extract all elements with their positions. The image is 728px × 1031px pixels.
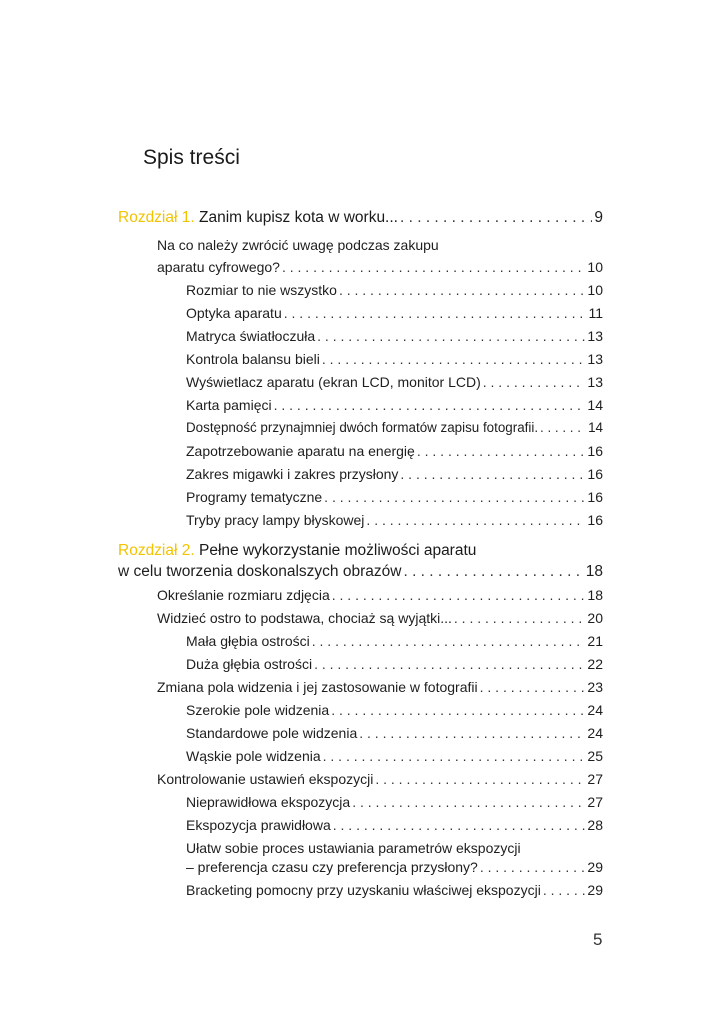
toc-entry-text: Nieprawidłowa ekspozycja — [186, 794, 351, 810]
toc-entry-text: aparatu cyfrowego? — [157, 259, 280, 275]
page-ref: 29 — [587, 882, 603, 898]
toc-entry — [186, 282, 603, 298]
page-ref: 16 — [587, 512, 603, 528]
toc-entry-text: Bracketing pomocny przy uzyskaniu właściwej ekspozycji — [186, 882, 541, 898]
toc-entry — [186, 397, 603, 413]
leader-dots — [454, 610, 586, 626]
chapter-1-entry — [118, 209, 603, 227]
toc-entry-text: Wyświetlacz aparatu (ekran LCD, monitor LCD) — [186, 374, 481, 390]
toc-entry-text: Ułatw sobie proces ustawiania parametrów ekspozycji — [186, 840, 521, 856]
leader-dots — [480, 679, 586, 695]
page-ref: 29 — [587, 859, 603, 875]
toc-entry-text: Tryby pracy lampy błyskowej — [186, 512, 365, 528]
page-ref: 23 — [587, 679, 603, 695]
leader-dots — [339, 282, 585, 298]
toc-entry — [186, 328, 603, 344]
leader-dots — [333, 817, 586, 833]
toc-entry-text: Kontrola balansu bieli — [186, 351, 320, 367]
page-ref: 18 — [585, 563, 603, 580]
chapter-2-entry — [118, 563, 603, 581]
toc-entry — [186, 748, 603, 764]
page-ref: 18 — [587, 587, 603, 603]
page-ref: 16 — [587, 466, 603, 482]
leader-dots — [274, 397, 586, 413]
toc-entry-text: Kontrolowanie ustawień ekspozycji — [157, 771, 374, 787]
toc-entry-text: Zmiana pola widzenia i jej zastosowanie w fotografii — [157, 679, 478, 695]
leader-dots — [483, 374, 586, 390]
leader-dots — [324, 489, 585, 505]
toc-entry-text: Karta pamięci — [186, 397, 272, 413]
leader-dots — [480, 859, 586, 875]
page-title: Spis treści — [143, 146, 240, 169]
toc-entry — [186, 443, 603, 459]
toc-entry-text: Widzieć ostro to podstawa, chociaż są wyjątki... — [157, 610, 452, 626]
leader-dots — [400, 209, 592, 227]
toc-entry-text: Zakres migawki i zakres przysłony — [186, 466, 399, 482]
page-ref: 20 — [587, 610, 603, 626]
toc-entry — [186, 859, 603, 875]
leader-dots — [323, 748, 586, 764]
toc-entry-text: Zapotrzebowanie aparatu na energię — [186, 443, 415, 459]
chapter-2-heading — [118, 542, 476, 560]
toc-entry — [186, 817, 603, 833]
page-ref: 13 — [587, 351, 603, 367]
leader-dots — [332, 587, 586, 603]
leader-dots — [543, 882, 586, 898]
toc-entry-text: Duża głębia ostrości — [186, 656, 313, 672]
page-ref: 22 — [587, 656, 603, 672]
toc-entry-text: Szerokie pole widzenia — [186, 702, 330, 718]
leader-dots — [540, 420, 586, 435]
toc-entry — [186, 351, 603, 367]
leader-dots — [400, 466, 585, 482]
toc-entry — [186, 656, 603, 672]
leader-dots — [284, 305, 587, 321]
toc-entry — [186, 882, 603, 898]
toc-entry — [186, 305, 603, 321]
chapter-title: Zanim kupisz kota w worku... — [199, 209, 398, 226]
page-ref: 21 — [587, 633, 603, 649]
leader-dots — [322, 351, 586, 367]
toc-entry-text: – preferencja czasu czy preferencja przysłony? — [186, 859, 478, 875]
page-ref: 27 — [587, 771, 603, 787]
toc-entry-text: Wąskie pole widzenia — [186, 748, 321, 764]
toc-entry — [186, 702, 603, 718]
page-ref: 24 — [587, 702, 603, 718]
page-ref: 25 — [587, 748, 603, 764]
toc-entry — [186, 420, 603, 435]
page-ref: 13 — [587, 328, 603, 344]
page-ref: 27 — [587, 794, 603, 810]
toc-entry — [186, 725, 603, 741]
leader-dots — [317, 328, 585, 344]
toc-entry-text: Rozmiar to nie wszystko — [186, 282, 337, 298]
page-ref: 24 — [587, 725, 603, 741]
toc-entry-text: Na co należy zwrócić uwagę podczas zakupu — [157, 237, 439, 253]
chapter-label: Rozdział 1. — [118, 209, 195, 226]
toc-entry — [186, 466, 603, 482]
leader-dots — [403, 563, 583, 581]
toc-entry-text: Optyka aparatu — [186, 305, 282, 321]
page-ref: 10 — [587, 259, 603, 275]
page-ref: 9 — [594, 209, 603, 226]
chapter-label: Rozdział 2. — [118, 542, 195, 559]
leader-dots — [282, 259, 585, 275]
toc-entry-text: Standardowe pole widzenia — [186, 725, 358, 741]
leader-dots — [314, 656, 585, 672]
toc-entry-text: Programy tematyczne — [186, 489, 323, 505]
toc-entry — [186, 794, 603, 810]
toc-entry — [186, 512, 603, 528]
chapter-title: Pełne wykorzystanie możliwości aparatu — [199, 542, 477, 559]
page-ref: 16 — [587, 443, 603, 459]
page-ref: 28 — [587, 817, 603, 833]
leader-dots — [331, 702, 585, 718]
toc-entry-text: Matryca światłoczuła — [186, 328, 316, 344]
toc-entry — [157, 259, 603, 275]
toc-entry-text: Dostępność przynajmniej dwóch formatów zapisu fotografii. — [186, 420, 539, 435]
toc-entry-text: Określanie rozmiaru zdjęcia — [157, 587, 330, 603]
toc-entry-text: Ekspozycja prawidłowa — [186, 817, 331, 833]
toc-entry-text: Mała głębia ostrości — [186, 633, 310, 649]
page-ref: 13 — [587, 374, 603, 390]
toc-entry — [186, 374, 603, 390]
leader-dots — [312, 633, 586, 649]
toc-entry — [157, 771, 603, 787]
page-ref: 14 — [587, 397, 603, 413]
leader-dots — [359, 725, 585, 741]
toc-entry — [186, 489, 603, 505]
toc-entry — [157, 679, 603, 695]
chapter-title: w celu tworzenia doskonalszych obrazów — [118, 563, 402, 580]
page-ref: 16 — [587, 489, 603, 505]
toc-entry — [186, 633, 603, 649]
page-ref: 14 — [588, 420, 603, 435]
page-ref: 11 — [588, 305, 603, 321]
leader-dots — [417, 443, 586, 459]
page-number: 5 — [593, 930, 603, 949]
toc-entry — [157, 610, 603, 626]
leader-dots — [352, 794, 585, 810]
leader-dots — [366, 512, 585, 528]
leader-dots — [375, 771, 585, 787]
page-ref: 10 — [587, 282, 603, 298]
toc-entry — [157, 587, 603, 603]
